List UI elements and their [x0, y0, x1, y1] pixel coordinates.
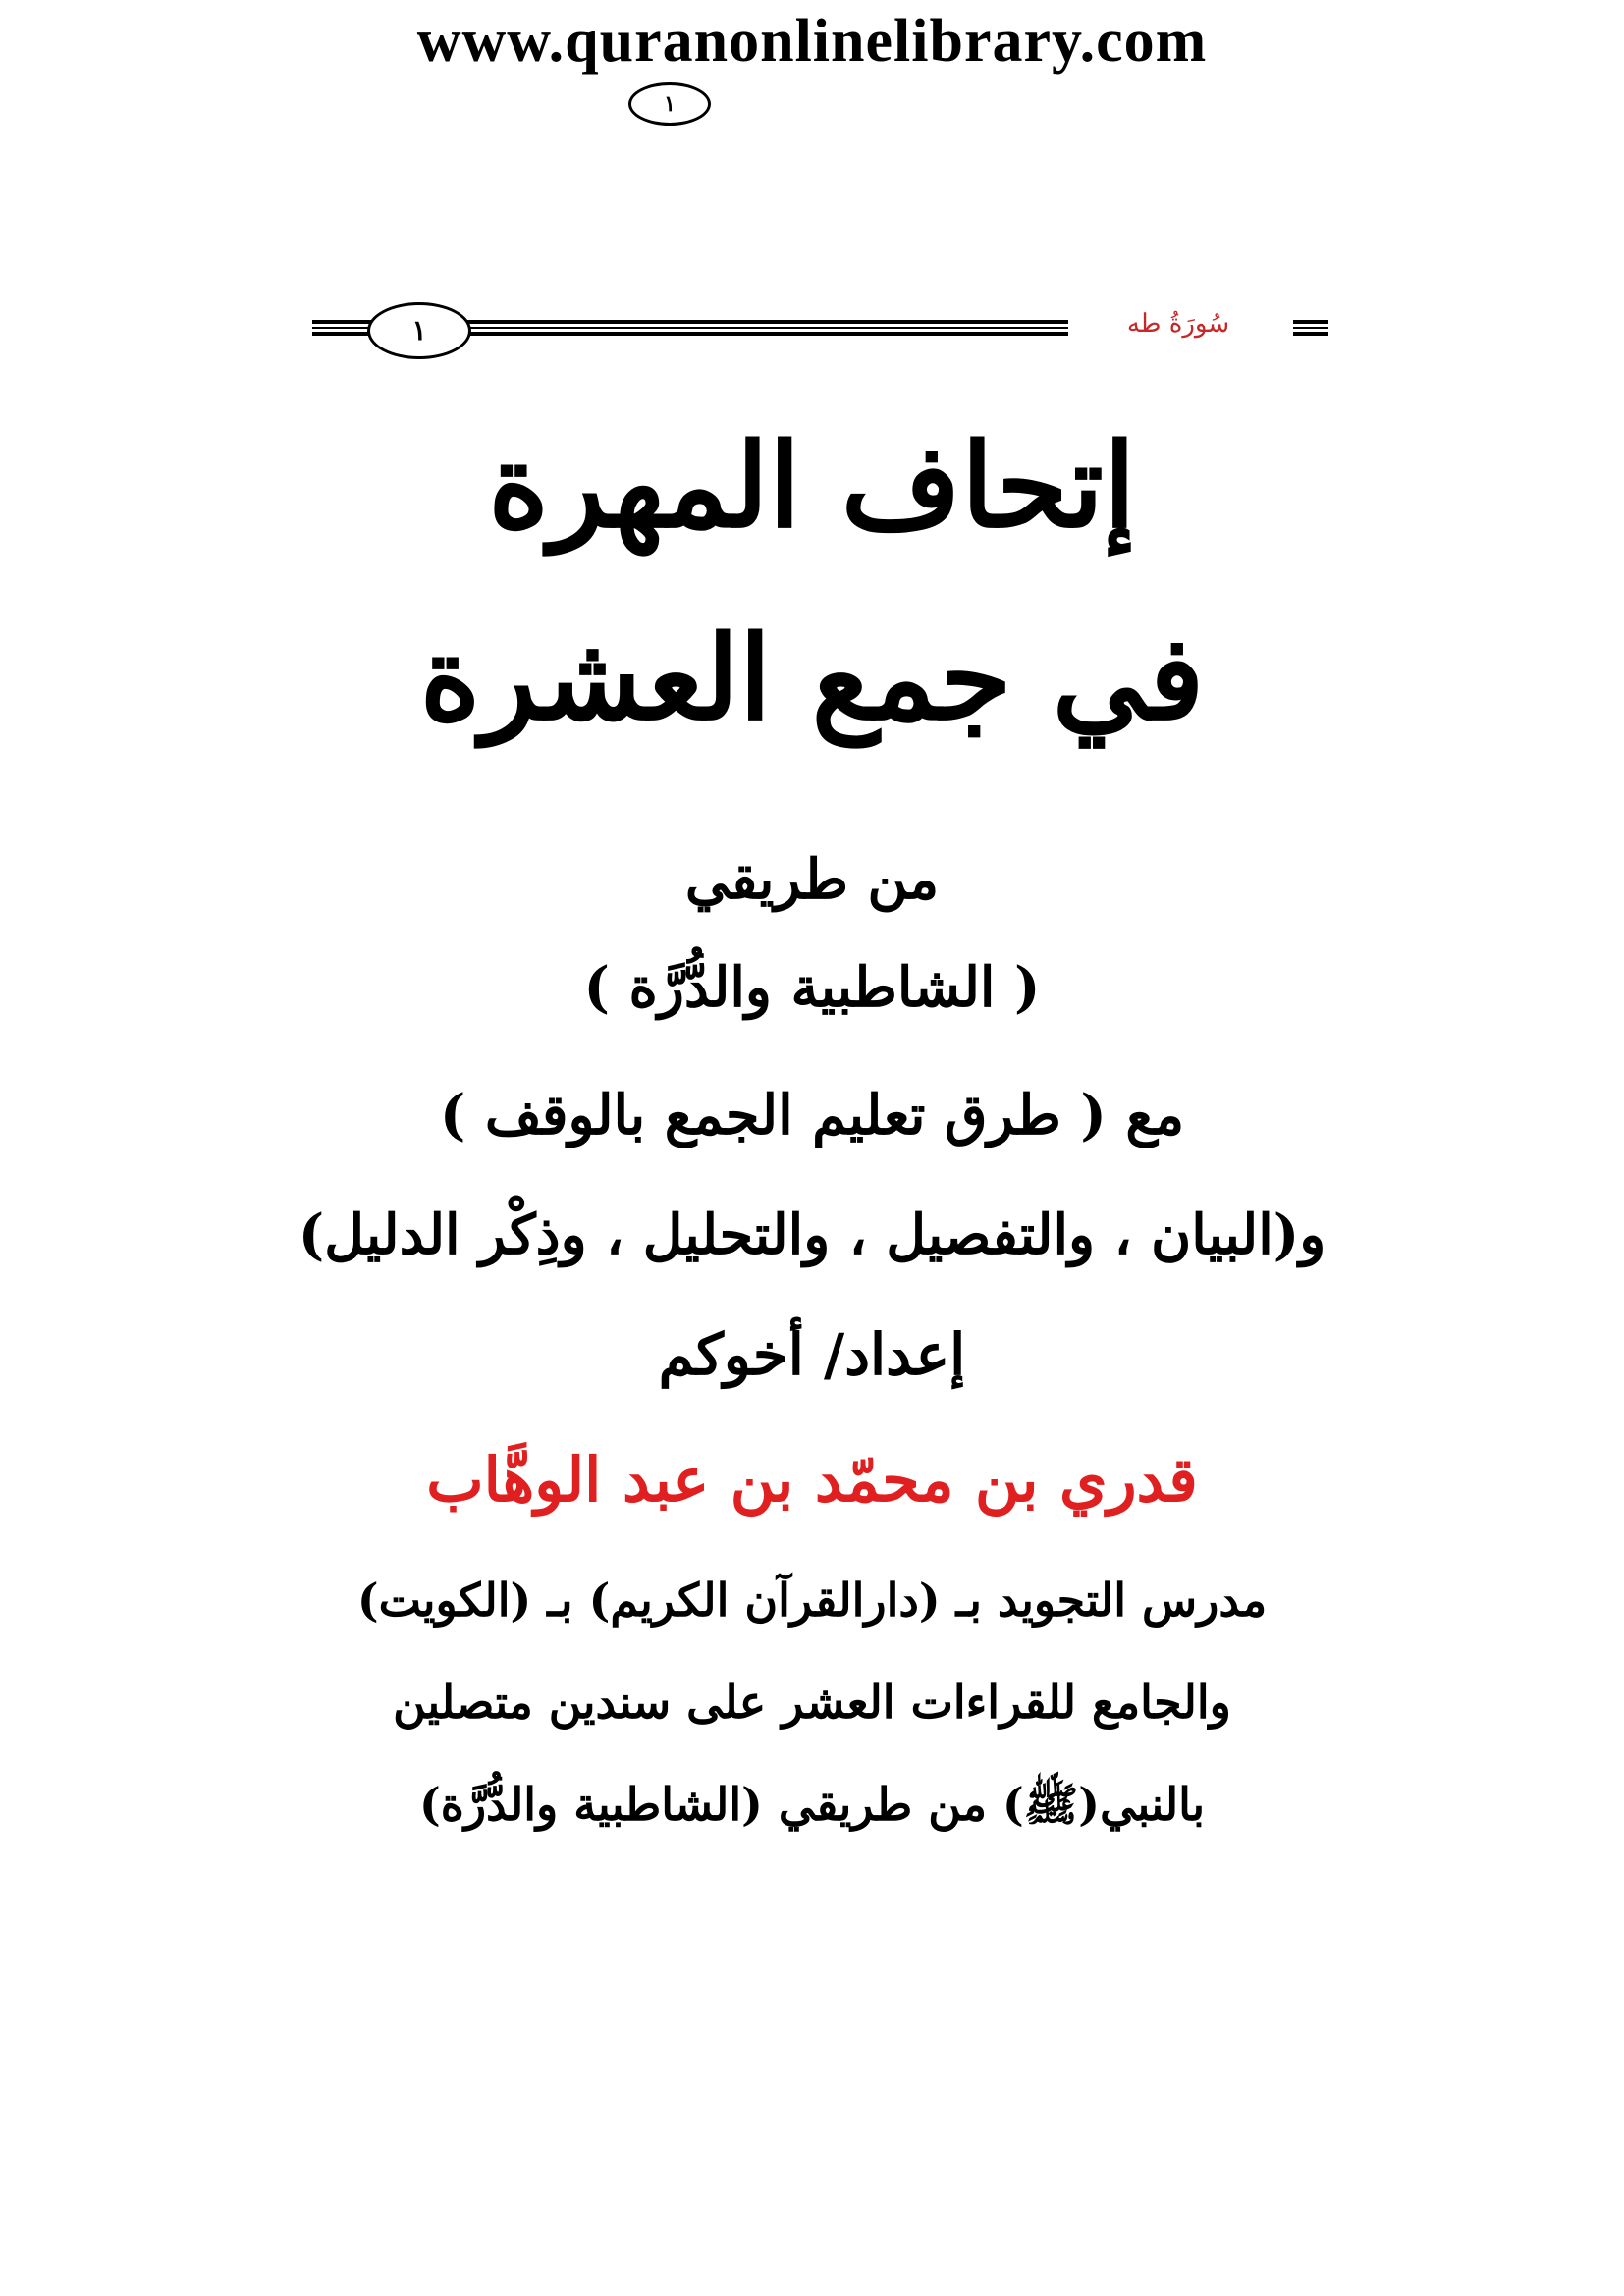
- subtitle-line-4: و(البيان ، والتفصيل ، والتحليل ، وذِكْر الدليل): [298, 1202, 1326, 1267]
- page-number-text: ١: [411, 314, 427, 347]
- subtitle-line-1: من طريقي: [684, 847, 940, 912]
- prepared-by: إعداد/ أخوكم: [658, 1321, 966, 1388]
- rule-line: [1293, 320, 1328, 324]
- subtitle-line-3: مع ( طرق تعليم الجمع بالوقف ): [439, 1083, 1185, 1148]
- rule-line: [1293, 327, 1328, 329]
- site-url[interactable]: www.quranonlinelibrary.com: [416, 8, 1208, 75]
- credential-line-1: مدرس التجويد بـ (دارالقرآن الكريم) بـ (الكويت): [356, 1574, 1268, 1627]
- page-number-badge: [367, 302, 471, 359]
- top-page-number-text: ١: [664, 91, 676, 117]
- title-line-2: في جمع العشرة: [419, 610, 1205, 746]
- top-page-number: [628, 82, 711, 126]
- rule-line: [1293, 332, 1328, 336]
- credential-line-3: بالنبي(ﷺ) من طريقي (الشاطبية والدُّرَّة): [418, 1778, 1206, 1831]
- credential-line-2: والجامع للقراءات العشر على سندين متصلين: [393, 1676, 1231, 1729]
- title-line-1: إتحاف المهرة: [488, 417, 1136, 554]
- subtitle-line-2: ( الشاطبية والدُّرَّة ): [583, 955, 1041, 1020]
- author-name: قدري بن محمّد بن عبد الوهَّاب: [426, 1444, 1198, 1516]
- surah-label: سُورَةُ طه: [1126, 309, 1230, 339]
